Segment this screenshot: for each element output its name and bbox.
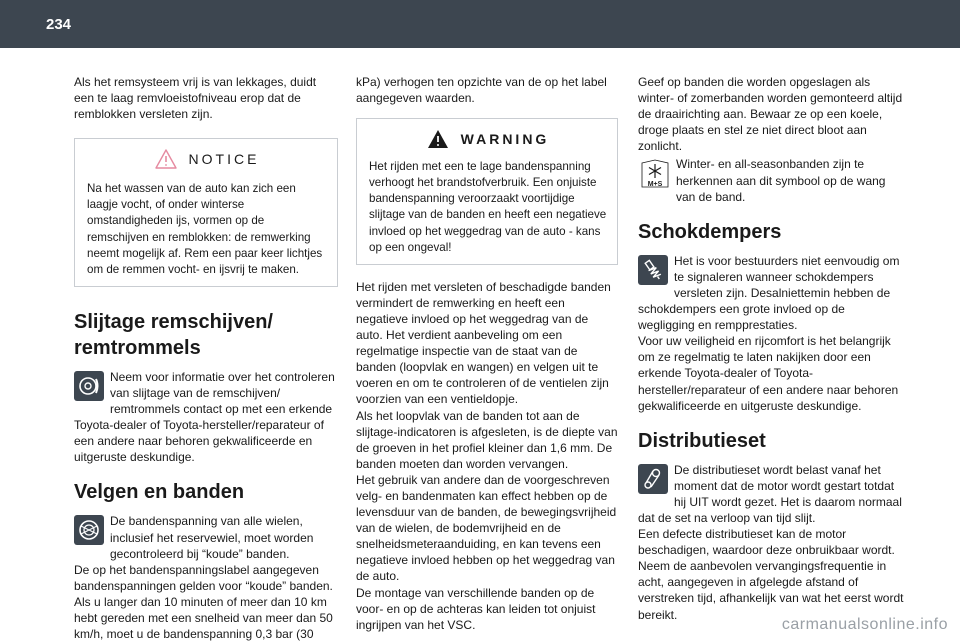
- ms-label: M+S: [647, 181, 663, 189]
- shock-absorber-block: [638, 253, 904, 414]
- warning-triangle-icon: [427, 129, 449, 149]
- timing-belt-interval-text: Neem de aanbevolen vervangingsfrequentie in acht, aangegeven in afgelegde afstand of verstreken tijd, afhankelijk van wat het eerst wordt bereikt.: [638, 559, 904, 622]
- intro-paragraph: Als het remsysteem vrij is van lekkages, duidt een te laag remvloeistofniveau erop dat de remblokken versleten zijn.: [74, 75, 317, 122]
- winter-tyre-block: [638, 156, 904, 204]
- column-left: [74, 74, 338, 642]
- notice-text: Na het wassen van de auto kan zich een laagje vocht, of onder winterse omstandigheden ijs, vormen op de remschijven en remblokken: de remwerking neemt mogelijk af. Rem een paar keer lichtjes om de remmen vocht- en ijsvrij te maken.: [87, 182, 323, 276]
- shock-absorber-advice-text: Voor uw veiligheid en rijcomfort is het belangrijk om ze regelmatig te laten nakijken door een erkende Toyota-dealer of Toyota-hersteller/reparateur of een andere naar behoren gekwalificeerde en uitgeruste deskundige.: [638, 334, 899, 413]
- timing-belt-text: De distributieset wordt belast vanaf het moment dat de motor wordt gestart totdat hij UIT wordt gezet. Het is daarom normaal dat de set na verloop van tijd slijt.: [638, 462, 902, 525]
- heading-timing-belt: Distributieset: [638, 429, 766, 452]
- heading-shock-absorbers: Schokdempers: [638, 220, 782, 243]
- tyre-pressure-block: [74, 513, 338, 642]
- tyre-size-text: Het gebruik van andere dan de voorgeschreven velg- en bandenmaten kan effect hebben op de levensduur van de banden, de bewegingsvrijheid van de wielen, de bodemvrijheid en de snelheidsmeteraanduiding, en kan tevens een negatieve invloed hebben op het weggedrag van de auto.: [356, 472, 617, 584]
- heading-wheels-tyres: Velgen en banden: [74, 481, 245, 504]
- column-middle: [356, 74, 618, 633]
- mixed-tyres-text: De montage van verschillende banden op de voor- en op de achteras kan leiden tot onjuist ingrijpen van het VSC.: [356, 585, 596, 632]
- warning-box: [356, 118, 618, 265]
- brake-wear-text: Neem voor informatie over het controleren van slijtage van de remschijven/ remtrommels contact op met een erkende Toyota-dealer of Toyota-hersteller/reparateur of een andere naar behoren gekwalificeerde en uitgeruste deskundige.: [74, 369, 335, 465]
- watermark-text: carmanualsonline.info: [781, 616, 948, 633]
- timing-belt-icon: [638, 464, 668, 494]
- brake-wear-block: [74, 369, 338, 466]
- tyre-pressure-label-text: De op het bandenspanningslabel aangegeven bandenspanningen gelden voor “koude” banden. Als u langer dan 10 minuten of meer dan 10 km hebt gereden met een snelheid van meer dan 50 km/h, moet u de bandenspanning 0,3 bar (30: [74, 562, 333, 642]
- shock-absorber-text: Het is voor bestuurders niet eenvoudig om te signaleren wanneer schokdempers versleten zijn. Desalniettemin hebben de schokdempers een grote invloed op de wegligging en rempprestaties.: [638, 253, 900, 333]
- tread-wear-text: Als het loopvlak van de banden tot aan de slijtage-indicatoren is afgesleten, is de diepte van de groeven in het profiel kleiner dan 1,6 mm. De banden moeten dan worden vervangen.: [356, 408, 618, 471]
- tyre-condition-text: Het rijden met versleten of beschadigde banden vermindert de remwerking en heeft een negatieve invloed op het weggedrag van de auto. Het verdient aanbeveling om een regelmatige inspectie van de staat van de banden (loopvlak en wangen) en velgen uit te voeren en om te controleren of de ventielen zijn voorzien van een ventieldopje.: [356, 279, 611, 407]
- tyre-storage-text: Geef op banden die worden opgeslagen als winter- of zomerbanden worden gemonteerd altijd de draairichting aan. Bewaar ze op een koele, droge plaats en stel ze niet direct bloot aan zonlicht.: [638, 75, 903, 154]
- page-header-bar: [0, 0, 960, 48]
- shock-absorber-icon: [638, 255, 668, 285]
- notice-box: [74, 138, 338, 287]
- brake-disc-icon: [74, 371, 104, 401]
- notice-header: [87, 149, 327, 169]
- warning-triangle-icon: [155, 149, 177, 169]
- continuation-text: kPa) verhogen ten opzichte van de op het label aangegeven waarden.: [356, 75, 607, 106]
- warning-text: Het rijden met een te lage bandenspanning verhoogt het brandstofverbruik. Een onjuiste bandenspanning veroorzaakt voortijdige slijtage van de banden en heeft een negatieve invloed op het weggedrag van de auto - kans op een ongeval!: [369, 160, 607, 254]
- warning-title: WARNING: [460, 131, 550, 148]
- snowflake-ms-icon: [638, 158, 672, 192]
- notice-title: NOTICE: [188, 151, 260, 168]
- warning-header: [369, 129, 607, 149]
- tyre-condition-section: [356, 279, 618, 633]
- tyre-pressure-text: De bandenspanning van alle wielen, inclusief het reservewiel, moet worden gecontroleerd bij “koude” banden.: [110, 514, 314, 561]
- winter-tyre-text: Winter- en all-seasonbanden zijn te herkennen aan dit symbool op de wang van de band.: [676, 157, 886, 204]
- timing-belt-block: [638, 462, 904, 623]
- page-number: 234: [46, 16, 72, 33]
- heading-brake-disc-wear: Slijtage remschijven/ remtrommels: [74, 310, 273, 359]
- timing-belt-defect-text: Een defecte distributieset kan de motor beschadigen, waardoor deze onbruikbaar wordt.: [638, 527, 895, 558]
- tyre-icon: [74, 515, 104, 545]
- column-right: [638, 74, 904, 623]
